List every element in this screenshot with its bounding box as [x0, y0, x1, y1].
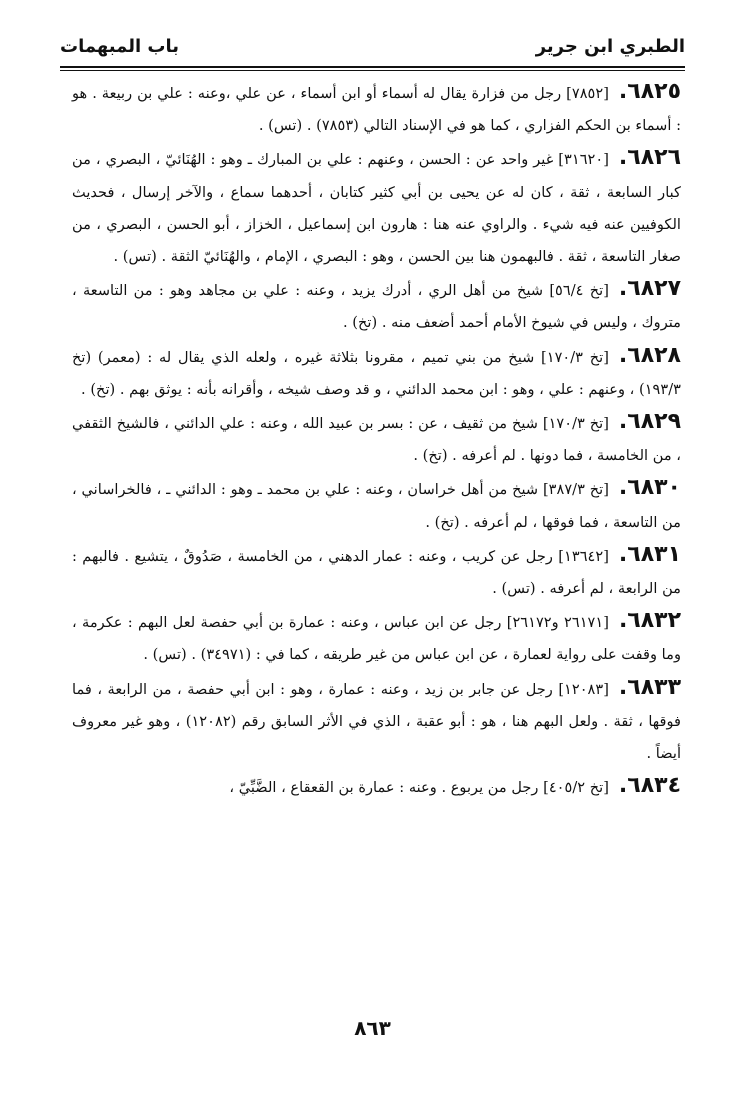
entry-text: [١٢٠٨٣] رجل عن جابر بن زيد ، وعنه : عمارة ، وهو : ابن أبي حفصة ، من الرابعة ، فما فوقها ، ثقة . ولعل البهم هنا ، هو : أبو عقبة ، الذي في الأثر السابق رقم (١٢٠٨٢) ، وهو غير معروف أيضاً . — [72, 680, 682, 763]
entry-text: [٧٨٥٢] رجل من فزارة يقال له أسماء أو ابن أسماء ، عن علي ،وعنه : علي بن ربيعة . هو : أسماء بن الحكم الفزاري ، كما هو في الإسناد التالي (٧٨٥٣) . (تس) . — [72, 85, 681, 135]
entry-text: [٢٦١٧١ و٢٦١٧٢] رجل عن ابن عباس ، وعنه : عمارة بن أبي حفصة لعل البهم : عكرمة ، وما وقفت على رواية لعمارة ، عن ابن عباس من غير طريقه ، كما في : (٣٤٩٧١) . (تس) . — [72, 614, 681, 664]
entry-text: [تخ ١٧٠/٣] شيخ من ثقيف ، عن : بسر بن عبيد الله ، وعنه : علي الدائني ، فالشيخ الثقفي ، من الخامسة ، فما دونها . لم أعرفه . (تخ) . — [72, 415, 681, 465]
entry-number: ٦٨٢٦. — [618, 145, 681, 171]
entry-number: ٦٨٣٤. — [618, 773, 681, 799]
entry-number: ٦٨٢٥. — [618, 79, 681, 104]
entry-number: ٦٨٣٠. — [618, 475, 681, 501]
entry-6825 — [72, 76, 681, 142]
page-header — [60, 28, 685, 64]
running-title-left: باب المبهمات — [60, 35, 180, 57]
entry-text: [تخ ١٧٠/٣] شيخ من بني تميم ، مقرونا بثلاثة غيره ، ولعله الذي يقال له : (معمر) (تخ ١٩٣/٣) ، وعنهم : علي ، وهو : ابن محمد الدائني ، و قد وصف شيخه ، وأقرانه بأنه : يوثق بهم . (تخ) . — [72, 348, 681, 398]
entry-6830 — [72, 472, 681, 538]
entry-6828 — [72, 340, 681, 406]
entry-number: ٦٨٣٣. — [618, 674, 681, 700]
header-rule — [60, 66, 685, 68]
entry-6829 — [72, 406, 681, 472]
entries-body — [72, 76, 681, 804]
entry-number: ٦٨٣٢. — [618, 608, 682, 634]
entry-text: [١٣٦٤٢] رجل عن كريب ، وعنه : عمار الدهني ، من الخامسة ، صَدُوقٌ ، يتشيع . فالبهم : من الرابعة ، لم أعرفه . (تس) . — [72, 547, 681, 598]
page-number: ٨٦٣ — [354, 1016, 391, 1040]
entry-6832 — [72, 605, 681, 671]
entry-number: ٦٨٢٧. — [618, 276, 681, 302]
running-title-right: الطبري ابن جرير — [535, 35, 685, 57]
entry-6827 — [72, 273, 681, 339]
entry-number: ٦٨٢٩. — [618, 409, 681, 435]
entry-text: [تخ ٥٦/٤] شيخ من أهل الري ، أدرك يزيد ، وعنه : علي بن مجاهد وهو : من التاسعة ، متروك ، وليس في شيوخ الأمام أحمد أضعف منه . (تخ) . — [72, 282, 681, 332]
entry-text: [تخ ٣٨٧/٣] شيخ من أهل خراسان ، وعنه : علي بن محمد ـ وهو : الدائني ـ ، فالخراساني ، من التاسعة ، فما فوقها ، لم أعرفه . (تخ) . — [72, 481, 681, 531]
entry-6833 — [72, 672, 681, 771]
entry-text: [٣١٦٢٠] غير واحد عن : الحسن ، وعنهم : علي بن المبارك ـ وهو : الهُنَائيّ ، البصري ، من كبار السابعة ، ثقة ، كان له عن يحيى بن أبي كثير كتابان ، أحدهما سماع ، والآخر إرسال ، فحديث الكوفيين عنه فيه شيء . والراوي عنه هنا : هارون ابن إسماعيل ، الخزاز ، أبو الحسن ، البصري ، من صغار التاسعة ، ثقة . فالبهمون هنا بين الحسن ، وهو : البصري ، الإمام ، والهُنَائيّ الثقة . (تس) . — [72, 151, 681, 266]
entry-number: ٦٨٢٨. — [618, 342, 681, 368]
entry-number: ٦٨٣١. — [618, 541, 681, 567]
entry-text: [تخ ٤٠٥/٢] رجل من يربوع . وعنه : عمارة بن القعقاع ، الضَّبِّيّ ، — [229, 779, 609, 797]
entry-6826 — [72, 142, 681, 273]
header-rule-thin — [60, 70, 685, 71]
entry-6831 — [72, 539, 681, 605]
entry-6834 — [72, 770, 681, 804]
